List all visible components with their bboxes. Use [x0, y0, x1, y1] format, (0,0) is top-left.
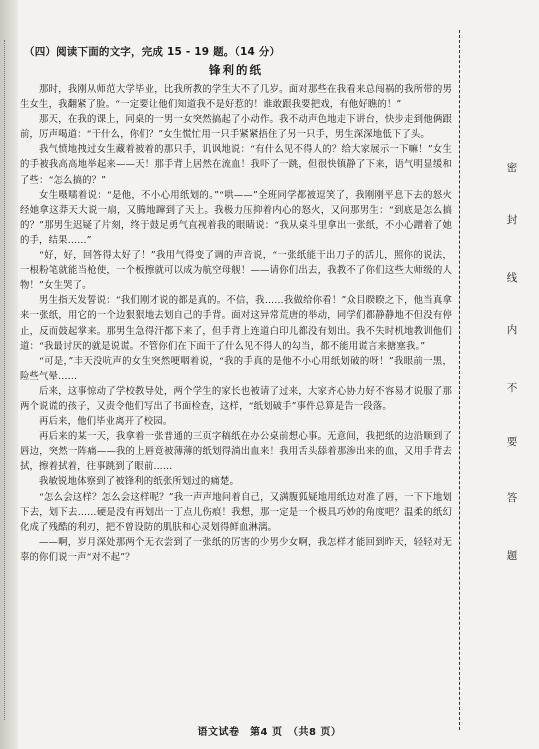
seal-dashed-line	[459, 30, 460, 730]
paragraph: 我敏锐地体察到了被锋利的纸张所划过的痛楚。	[39, 476, 240, 488]
paragraph: 那天，在我的课上，同桌的一男一女突然搞起了小动作。我不动声色地走下讲台，快步走到他俩跟前，厉声喝道：“干什么，你们？”女生慌忙用一只手紧紧捂住了另一只手，男生深深地低下了头。	[20, 114, 452, 141]
seal-character: 要	[506, 436, 518, 448]
section-title: （四）阅读下面的文字，完成 15 - 19 题。（14 分）	[24, 46, 281, 58]
paragraph: 那时，我刚从师范大学毕业，比我所教的学生大不了几岁。面对那些在我看来总闯祸的我所带的男生女生，我翻紧了脸。“一定要让他们知道我不是好惹的！谁敢跟我要把戏，有他好瞧的！”	[20, 84, 452, 111]
article-body	[20, 82, 452, 565]
seal-character: 答	[506, 492, 518, 504]
page-footer: 语文试卷 第4 页 （共8 页）	[197, 727, 342, 738]
seal-character: 线	[506, 272, 518, 284]
paragraph: 女生嗫嚅着说：“是他，不小心用纸划的。”“哄——”全班同学都被逗笑了，我刚刚平息下去的怒火经她拿这莽天大说一扇，又腾地蹿到了天上。我极力压抑着内心的怒火，又问那男生：“到底是怎么搞的？”那男生迟疑了片刻，终于鼓足勇气直视着我的眼睛说：“我从桌斗里拿出一张纸，不小心蹭着了她的手，结果……”	[20, 189, 452, 246]
seal-character: 内	[506, 324, 518, 336]
paragraph: 再后来，他们毕业离开了校园。	[39, 416, 173, 428]
binding-dotted-line	[4, 40, 7, 720]
paragraph: 我气愤地拽过女生藏着被着的那只手，讥讽地说：“有什么见不得人的？给大家展示一下嘛！”女生的手被我高高地举起来——天！那手背上居然在流血！我吓了一跳，但很快镇静了下来，语气明显缓和了些：“怎么搞的？”	[20, 144, 452, 186]
seal-character: 不	[506, 382, 518, 394]
paragraph: “好，好，回答得太好了！”我用气得变了调的声音说，“一张纸能干出刀子的活儿，照你的说法，一根粉笔就能当枪使，一个板擦就可以成为航空母舰！——请你们出去，我教不了你们这些大师级的人物！”女生哭了。	[20, 250, 452, 292]
reading-section	[20, 44, 452, 565]
paragraph: “怎么会这样？怎么会这样呢？”我一声声地问着自己，又满腹狐疑地用纸边对准了唇，一下下地划下去，划下去……硬是没有再划出一丁点儿伤痕！我想，那一定是一个极具巧妙的角度吧？温柔的纸幻化成了残酷的利刃，把不曾设防的肌肤和心灵划得鲜血淋漓。	[20, 491, 452, 533]
paragraph: 再后来的某一天，我拿着一张普通的三页字稿纸在办公桌前想心事。无意间，我把纸的边沿顺到了唇边，突然一阵痛——我的上唇竟被薄薄的纸划得淌出血来！我用舌头舔着那渗出来的血，又用手背去拭，擦着拭着，往事跳到了眼前……	[20, 431, 452, 473]
seal-character: 密	[506, 162, 518, 174]
seal-character: 题	[506, 550, 518, 562]
seal-character: 封	[506, 214, 518, 226]
article-title: 锋利的纸	[209, 63, 263, 77]
seal-warning	[500, 0, 524, 749]
paragraph: 后来，这事惊动了学校教导处，两个学生的家长也被请了过来，大家齐心协力好不容易才说服了那两个说谎的孩子，又责令他们写出了书面检查，这样，“纸划破手”事件总算是告一段落。	[20, 385, 452, 412]
binding-edge	[0, 0, 18, 749]
paragraph: “可是，”丰天没吭声的女生突然哽咽着说，“我的手真的是他不小心用纸划破的呀！”我眼前一黑，险些气晕……	[20, 355, 452, 382]
paragraph: 男生指天发誓说：“我们刚才说的都是真的。不信，我……我做给你看！”众目睽睽之下，他当真拿来一张纸，用它的一个边狠狠地去划自己的手背。面对这异常荒唐的举动，同学们都静静地不但没有停止，反而鼓起掌来。那男生急得汗都下来了，但手背上连道白印儿都没有划出。我不失时机地教训他们道：“我最讨厌的就是说谎。不管你们在下面干了什么见不得人的勾当，都不能用谎言来搪塞我。”	[20, 295, 452, 352]
paragraph: ——啊，岁月深处那两个无衣尝到了一张纸的厉害的少男少女啊，我怎样才能回到昨天，轻轻对无辜的你们说一声“对不起”？	[20, 536, 452, 563]
